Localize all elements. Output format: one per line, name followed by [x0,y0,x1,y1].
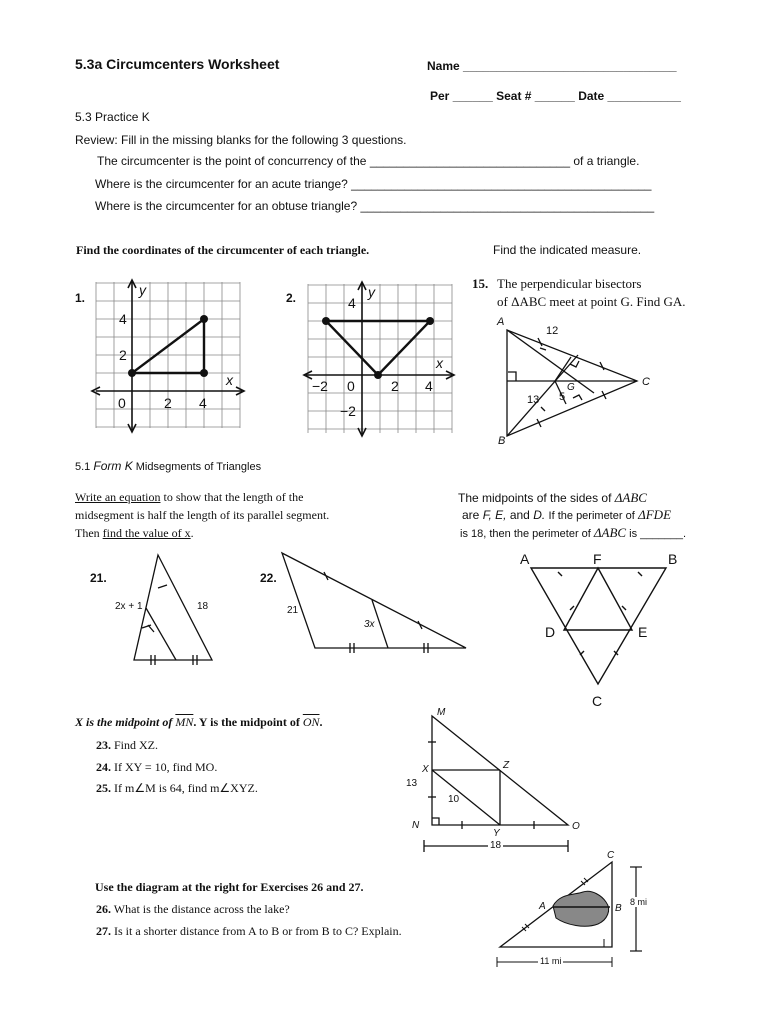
lake-figure [497,862,642,967]
q3-text: Where is the circumcenter for an obtuse triangle? [95,199,358,213]
problem-15-label-a: A [497,316,505,328]
review-question-1 [97,154,639,168]
graph-1-triangle [132,319,204,373]
lake-intro: Use the diagram at the right for Exercises 26 and 27. [95,880,364,894]
problem-26-text: What is the distance across the lake? [113,902,290,916]
graph-2-tick-x4: 4 [425,378,433,394]
graph-2-tick-xneg2: −2 [312,378,328,394]
midsegment-line-1 [75,490,303,505]
problem-2-number: 2. [286,291,297,305]
xyz-label-x: X [422,764,429,775]
problem-21-value: 18 [197,601,209,612]
review-question-2 [95,177,651,191]
xyz-label-z: Z [503,760,510,771]
problem-21-number: 21. [90,571,107,585]
per-label: Per [430,89,450,103]
problem-25-text: If m∠M is 64, find m∠XYZ. [114,781,258,795]
segment-on: $\overline{ON}$ [302,715,320,729]
perimeter-label-e: E [638,624,648,640]
problem-22-value: 21 [287,605,299,616]
midsegment-section-title [75,459,261,473]
problem-24 [96,760,217,775]
perimeter-label-a: A [520,551,530,567]
graph-2-tick-x2: 2 [391,378,399,394]
perimeter-label-b: B [668,551,678,567]
graph-1-tick-y2: 2 [119,347,127,363]
graph-2-vertex [426,317,434,325]
midsegment-line-3 [75,526,194,541]
xyz-label-18: 18 [490,840,502,851]
xyz-label-10: 10 [448,794,460,805]
perimeter-label-c: C [592,693,603,709]
problem-26 [96,902,290,917]
graph-1-y-label: y [139,282,146,298]
problem-15-label-g: G [567,382,575,393]
seat-label: Seat # [496,89,532,103]
graph-2-tick-yneg2: −2 [340,403,356,419]
graph-1-tick-x4: 4 [199,395,207,411]
q1-text: The circumcenter is the point of concurrency of the [97,154,367,168]
triangle-abc-text: ΔABC [614,490,647,505]
graph-1-vertex [200,369,208,377]
lake-label-11mi: 11 mi [540,956,562,966]
section-form: Form K [93,459,133,473]
date-blank[interactable]: ___________ [607,89,681,103]
problem-23-text: Find XZ. [114,738,159,752]
lake-label-c: C [607,850,615,861]
graph-1-tick-y4: 4 [119,311,127,327]
indicated-measure-heading: Find the indicated measure. [493,243,642,257]
line3-end: . [190,526,194,540]
perimeter-line-1 [458,490,647,506]
problem-1-number: 1. [75,291,86,305]
perimeter-line-2 [462,507,671,523]
q3-blank[interactable]: ____________________________________________ [360,199,655,213]
xyz-label-o: O [572,821,580,832]
xyz-intro-b: . Y is the midpoint of [193,715,300,729]
graph-1-x-label: x [226,372,233,388]
q2-blank[interactable]: _____________________________________________ [351,177,652,191]
name-label: Name [427,59,460,73]
graph-2-y-label: y [368,284,375,300]
problem-27-text: Is it a shorter distance from A to B or from B to C? Explain. [114,924,402,938]
midsegment-line-2: midsegment is half the length of its parallel segment. [75,508,330,522]
graph-2-triangle [326,321,430,375]
problem-24-number: 24. [96,760,111,774]
perimeter-blank[interactable]: is _______. [629,528,687,540]
name-blank: ________________________________ [463,59,677,73]
graph-2-x-label: x [436,355,443,371]
write-equation-text: Write an equation [75,490,161,504]
worksheet-title: 5.3a Circumcenters Worksheet [75,56,280,72]
xyz-intro-a: X is the midpoint of [75,715,173,729]
xyz-label-y: Y [493,828,500,839]
circumcenter-heading: Find the coordinates of the circumcenter of each triangle. [76,243,370,257]
problem-15-label-12: 12 [546,325,559,337]
problem-15-label-5: 5 [559,391,566,403]
review-question-3 [95,199,654,213]
problem-15-label-13: 13 [527,394,540,406]
xyz-label-n: N [412,820,420,831]
problem-23-number: 23. [96,738,111,752]
problem-25 [96,781,258,796]
perimeter-is18: is 18, then the perimeter of [460,528,591,540]
xyz-intro [75,715,322,730]
perimeter-are: are [462,508,480,522]
lake-label-b: B [615,903,622,914]
segment-mn: $\overline{MN}$ [175,715,194,729]
problem-22-figure [282,553,466,653]
perimeter-label-f: F [593,551,602,567]
perimeter-label-d: D [545,624,556,640]
problem-15-line-2: of ΔABC meet at point G. Find GA. [497,294,686,309]
practice-label: 5.3 Practice K [75,110,150,124]
review-instruction: Review: Fill in the missing blanks for the following 3 questions. [75,133,407,147]
lake-label-8mi: 8 mi [630,897,648,907]
line3-start: Then [75,526,100,540]
q1-blank[interactable]: ______________________________ [369,154,571,168]
per-blank[interactable]: ______ [452,89,493,103]
graph-2-tick-y4: 4 [348,295,356,311]
graph-2-vertex [374,371,382,379]
perimeter-points: F, E, [482,508,507,522]
q2-text: Where is the circumcenter for an acute triange? [95,177,348,191]
problem-21-expression: 2x + 1 [115,601,143,612]
problem-27 [96,924,402,939]
perimeter-line-3 [460,525,686,541]
problem-15-label-b: B [498,435,506,447]
perimeter-text-1: The midpoints of the sides of [458,491,612,505]
line1-rest: to show that the length of the [163,490,304,504]
triangle-fde-text: ΔFDE [638,507,672,522]
problem-27-number: 27. [96,924,111,938]
perimeter-and: and [509,508,530,522]
xyz-intro-c: . [319,715,323,729]
q1-end: of a triangle. [573,154,640,168]
graph-2-gridlines [308,284,452,433]
problem-25-number: 25. [96,781,111,795]
graph-2-axes [304,282,454,436]
problem-22-number: 22. [260,571,277,585]
section-number: 5.1 [75,461,91,473]
seat-blank[interactable]: ______ [534,89,575,103]
graph-2-vertex [322,317,330,325]
graph-1-vertex [200,315,208,323]
problem-26-number: 26. [96,902,111,916]
graph-1-vertex [128,369,136,377]
problem-15-number: 15. [472,276,489,291]
xyz-label-13: 13 [406,778,418,789]
name-field[interactable] [427,59,677,73]
problem-24-text: If XY = 10, find MO. [114,760,218,774]
problem-23 [96,738,158,753]
section-name: Midsegments of Triangles [135,461,262,473]
graph-1-origin: 0 [118,395,126,411]
find-x-text: find the value of x [102,526,191,540]
triangle-abc-text-2: ΔABC [593,525,627,540]
date-label: Date [578,89,605,103]
problem-22-expression: 3x [364,619,375,630]
graph-1-tick-x2: 2 [164,395,172,411]
lake-label-a: A [539,901,546,912]
graph-2-origin: 0 [347,378,355,394]
problem-15-label-c: C [642,376,650,388]
perimeter-d: D. [533,508,546,522]
perimeter-if: If the perimeter of [548,510,635,522]
per-seat-date-row [430,89,681,103]
problem-15-line-1: The perpendicular bisectors [497,276,642,291]
xyz-label-m: M [437,707,446,718]
